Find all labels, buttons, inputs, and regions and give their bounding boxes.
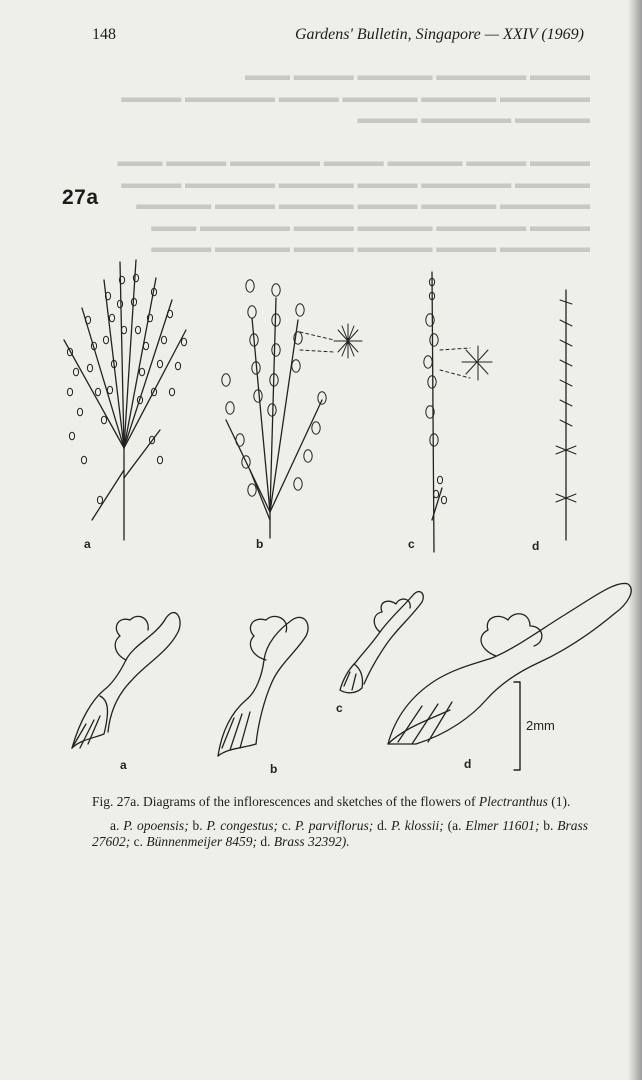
caption-text: Diagrams of the inflorescences and sketches of the flowers of [143,794,476,809]
caption-genus: Plectranthus [478,794,548,809]
bleed-through-text: ▬▬▬▬ ▬▬▬▬▬▬ ▬▬▬▬▬ ▬▬▬▬ ▬▬▬ ▬▬▬▬▬▬ ▬▬▬▬▬ ▬▬▬▬▬ ▬▬▬▬ ▬▬▬▬▬▬ ▬▬▬▬ ▬▬▬▬▬ ▬▬▬▬▬▬ ▬▬▬▬ ▬▬▬▬ ▬▬▬▬ ▬▬▬▬▬ ▬▬▬▬ ▬▬▬▬▬▬ ▬▬▬▬ ▬▬▬ ▬▬▬▬▬ ▬▬▬▬▬▬ ▬▬▬▬ ▬▬▬▬▬ ▬▬▬▬▬▬ ▬▬▬▬ ▬▬▬▬▬▬ ▬▬▬▬▬ ▬▬▬▬ ▬▬▬▬▬ ▬▬▬▬ ▬▬▬▬▬ ▬▬▬▬ ▬▬▬▬▬▬ ▬▬▬▬▬ ▬▬▬▬ ▬▬▬▬▬▬ ▬▬▬ ▬▬▬▬▬▬ ▬▬▬▬ ▬▬▬▬▬ ▬▬▬▬ ▬▬▬▬▬ ▬▬▬▬ [117,68,590,256]
caption-genus-suffix: (1). [551,794,571,809]
species-letter: a. [110,818,120,833]
inflorescence-b [222,280,362,538]
caption-fig-number: Fig. 27a. [92,794,140,809]
flower-sketch-a [72,613,180,748]
species-letter: d. [377,818,388,833]
flower-label-a: a [120,758,127,772]
page-number: 148 [92,26,116,43]
specimen-letter: c. [133,834,143,849]
species-letter: b. [192,818,203,833]
specimen-collector: Brass 32392). [273,834,350,849]
caption-main [92,794,588,810]
panel-label-d: d [532,539,540,553]
scale-bar-label: 2mm [526,718,555,733]
flower-label-c: c [336,701,343,715]
flower-sketch-d [388,583,631,744]
species-letter: c. [281,818,292,833]
panel-label-b: b [256,537,264,551]
figure-label: 27a [62,186,99,209]
flower-label-b: b [270,762,278,776]
caption-species-list [92,818,588,850]
specimen-letter: (a. [447,818,462,833]
species-name: P. klossii; [391,818,444,833]
specimen-collector: Brass 27602; [92,818,589,849]
specimen-collector: Bünnenmeijer 8459; [146,834,257,849]
panel-label-a: a [84,537,91,551]
specimen-letter: d. [260,834,271,849]
scale-bar [514,682,520,770]
inflorescence-a [64,260,187,540]
specimen-letter: b. [543,818,554,833]
figure-caption [92,794,588,850]
species-name: P. congestus; [206,818,278,833]
specimen-collector: Elmer 11601; [465,818,540,833]
flower-label-d: d [464,757,472,771]
inflorescence-d [556,290,576,540]
flower-sketch-c [340,592,423,693]
species-name: P. opoensis; [123,818,189,833]
panel-label-c: c [408,537,415,551]
flower-sketch-b [218,616,308,756]
inflorescence-c [424,272,492,552]
running-title: Gardens' Bulletin, Singapore — XXIV (1969) [294,26,584,43]
species-name: P. parviflorus; [295,818,374,833]
